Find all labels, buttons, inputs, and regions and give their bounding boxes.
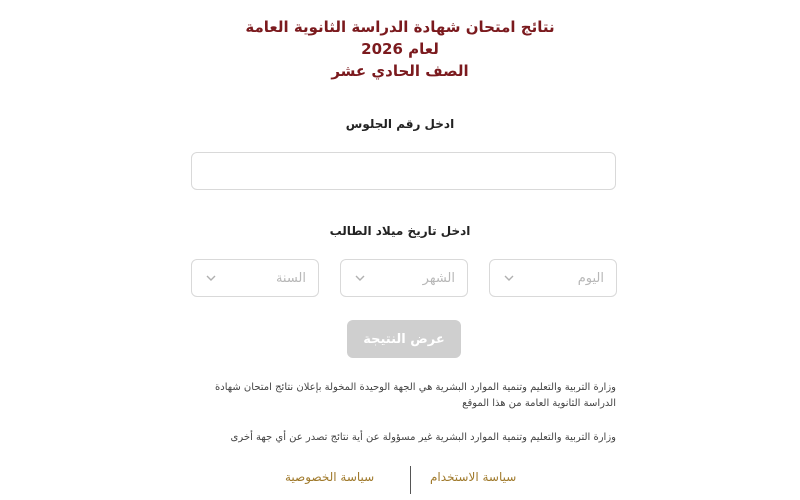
- chevron-down-icon: [204, 271, 218, 285]
- day-select-placeholder: اليوم: [577, 270, 604, 286]
- footer-links: [0, 466, 800, 494]
- page-title: نتائج امتحان شهادة الدراسة الثانوية العامة: [245, 18, 555, 36]
- grade-level: الصف الحادي عشر: [331, 62, 469, 80]
- privacy-policy-link[interactable]: سياسة الخصوصية: [285, 470, 375, 484]
- authority-notice: وزارة التربية والتعليم وتنمية الموارد البشرية هي الجهة الوحيدة المخولة بإعلان نتائج امتحان شهادة الدراسة الثانوية العامة من هذا الموقع: [215, 382, 616, 409]
- exam-year: لعام 2026: [361, 40, 439, 58]
- disclaimer-notice: وزارة التربية والتعليم وتنمية الموارد البشرية غير مسؤولة عن أية نتائج تصدر عن أي جهة أخرى: [230, 432, 616, 443]
- birth-date-label: ادخل تاريخ ميلاد الطالب: [329, 224, 471, 238]
- seat-number-label: ادخل رقم الجلوس: [345, 117, 455, 131]
- year-select-placeholder: السنة: [275, 270, 306, 286]
- footer-divider: [410, 466, 411, 494]
- usage-policy-link[interactable]: سياسة الاستخدام: [430, 470, 517, 484]
- show-result-button[interactable]: عرض النتيجة: [347, 320, 461, 358]
- seat-number-input[interactable]: [191, 152, 616, 190]
- year-select[interactable]: [191, 259, 319, 297]
- chevron-down-icon: [353, 271, 367, 285]
- month-select-placeholder: الشهر: [422, 270, 455, 286]
- day-select[interactable]: [489, 259, 617, 297]
- chevron-down-icon: [502, 271, 516, 285]
- month-select[interactable]: [340, 259, 468, 297]
- page-header: [0, 16, 800, 82]
